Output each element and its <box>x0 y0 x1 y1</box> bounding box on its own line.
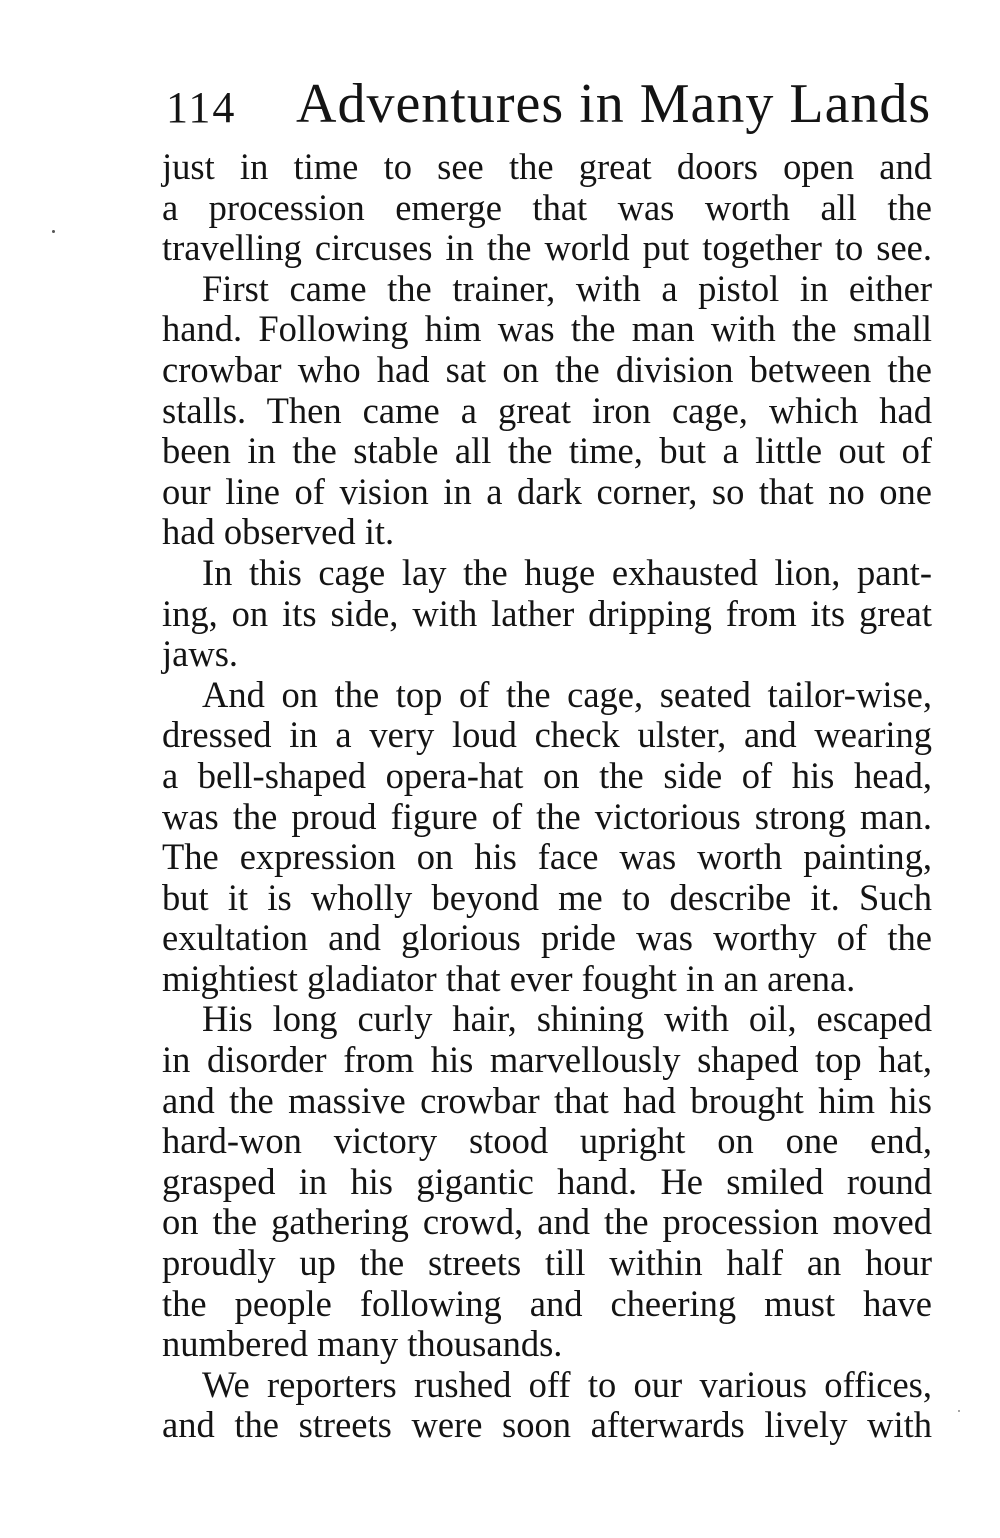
running-title: Adventures in Many Lands <box>296 73 932 135</box>
paragraph-first-line: His long curly hair, shining with oil, escaped <box>202 998 932 1040</box>
text-line: and the massive crowbar that had brought him his <box>162 1079 932 1121</box>
text-line: ing, on its side, with lather dripping from its great <box>162 592 932 634</box>
text-line: dressed in a very loud check ulster, and wearing <box>162 714 932 756</box>
text-line: the people following and cheering must have <box>162 1282 932 1324</box>
text-line: crowbar who had sat on the division between the <box>162 348 932 390</box>
print-speck <box>958 1410 960 1412</box>
text-line: proudly up the streets till within half an hour <box>162 1242 932 1284</box>
text-line: our line of vision in a dark corner, so that no one <box>162 470 932 512</box>
text-line: hand. Following him was the man with the small <box>162 308 932 350</box>
text-line: a bell-shaped opera-hat on the side of his head, <box>162 754 932 796</box>
text-line: travelling circuses in the world put together to see. <box>162 227 932 269</box>
paragraph-first-line: In this cage lay the huge exhausted lion, pant- <box>202 551 932 593</box>
text-line: hard-won victory stood upright on one end, <box>162 1120 932 1162</box>
text-line: was the proud figure of the victorious strong man. <box>162 795 932 837</box>
paragraph-first-line: We reporters rushed off to our various offices, <box>202 1363 932 1405</box>
text-line: in disorder from his marvellously shaped top hat, <box>162 1039 932 1081</box>
paragraph-last-line: jaws. <box>162 633 239 675</box>
text-line: stalls. Then came a great iron cage, which had <box>162 389 932 431</box>
text-line: grasped in his gigantic hand. He smiled round <box>162 1160 932 1202</box>
text-line: but it is wholly beyond me to describe it. Such <box>162 876 932 918</box>
text-line: and the streets were soon afterwards lively with <box>162 1404 932 1446</box>
text-line: exultation and glorious pride was worthy of the <box>162 917 932 959</box>
paragraph-last-line: mightiest gladiator that ever fought in an arena. <box>162 957 856 999</box>
print-speck <box>52 230 55 233</box>
text-line: on the gathering crowd, and the procession moved <box>162 1201 932 1243</box>
page-header <box>166 72 932 136</box>
text-line: The expression on his face was worth painting, <box>162 836 932 878</box>
text-line: just in time to see the great doors open and <box>162 146 932 187</box>
paragraph-last-line: had observed it. <box>162 511 395 553</box>
text-line: been in the stable all the time, but a little out of <box>162 430 932 472</box>
body-text <box>162 147 932 1446</box>
text-line: a procession emerge that was worth all the <box>162 186 932 228</box>
paragraph-first-line: And on the top of the cage, seated tailor-wise, <box>202 673 932 715</box>
page-number: 114 <box>166 83 237 132</box>
paragraph-first-line: First came the trainer, with a pistol in either <box>202 267 932 309</box>
paragraph-last-line: numbered many thousands. <box>162 1323 563 1365</box>
